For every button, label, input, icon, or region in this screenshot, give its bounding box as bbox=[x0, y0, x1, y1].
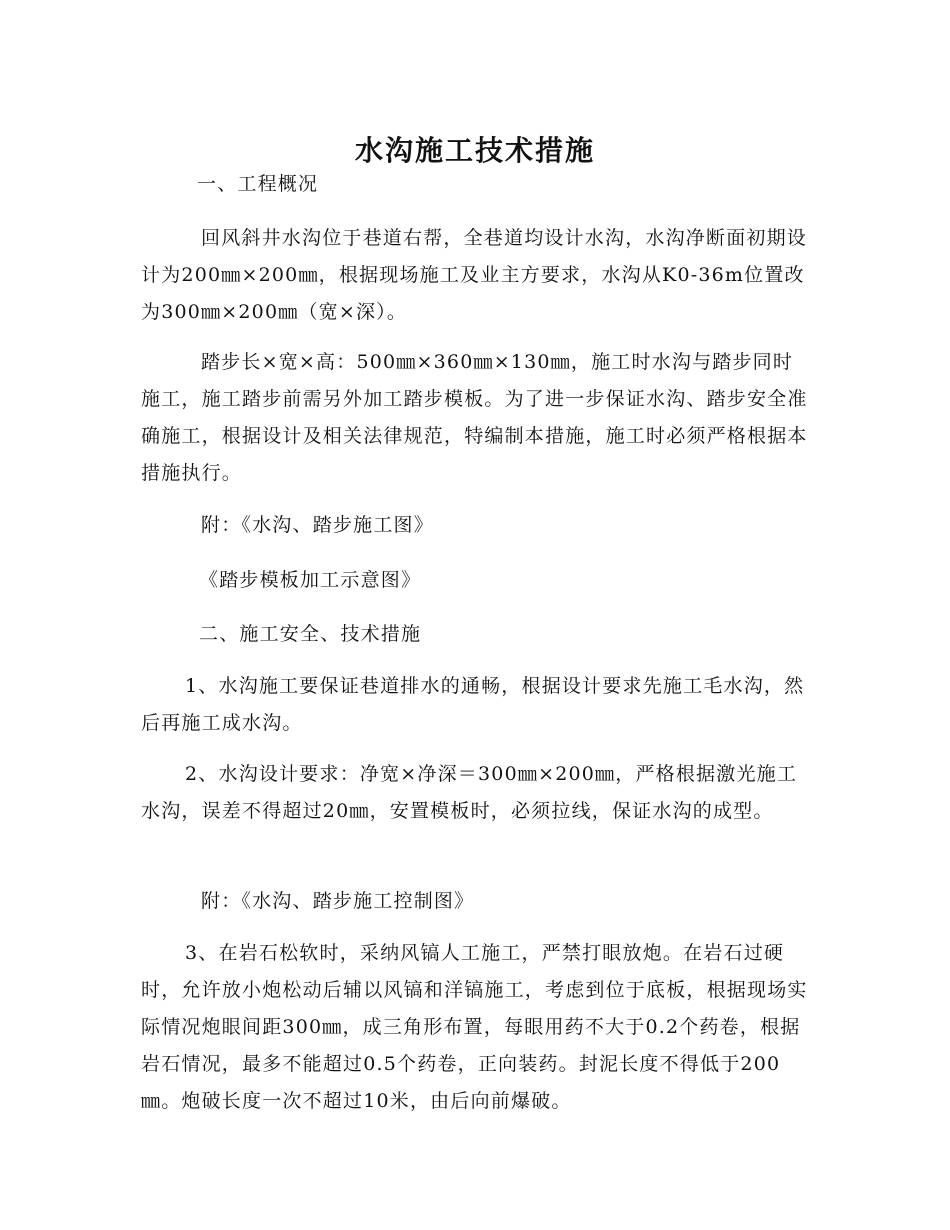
paragraph-measure-1: 1、水沟施工要保证巷道排水的通畅，根据设计要求先施工毛水沟，然后再施工成水沟。 bbox=[141, 675, 805, 734]
paragraph-overview-ditch: 回风斜井水沟位于巷道右帮，全巷道均设计水沟，水沟净断面初期设计为200㎜×200㎜，根据现场施工及业主方要求，水沟从K0-36m位置改为300㎜×200㎜（宽×深）。 bbox=[141, 227, 808, 323]
paragraph-overview-steps: 踏步长×宽×高：500㎜×360㎜×130㎜，施工时水沟与踏步同时施工，施工踏步前需另外加工踏步模板。为了进一步保证水沟、踏步安全准确施工，根据设计及相关法律规范，特编制本措施，施工时必须严格根据本措施执行。 bbox=[141, 351, 808, 484]
document-title: 水沟施工技术措施 bbox=[354, 133, 595, 167]
paragraph-attachment-1: 附：《水沟、踏步施工图》 bbox=[201, 514, 434, 536]
paragraph-measure-2: 2、水沟设计要求：净宽×净深＝300㎜×200㎜，严格根据激光施工水沟，误差不得超过20㎜，安置模板时，必须拉线，保证水沟的成型。 bbox=[141, 763, 798, 822]
paragraph-measure-3: 3、在岩石松软时，采纳风镐人工施工，严禁打眼放炮。在岩石过硬时，允许放小炮松动后辅以风镐和洋镐施工，考虑到位于底板，根据现场实际情况炮眼间距300㎜，成三角形布置，每眼用药不大于0.2个药卷，根据岩石情况，最多不能超过0.5个药卷，正向装药。封泥长度不得低于200㎜。炮破长度一次不超过10米，由后向前爆破。 bbox=[141, 942, 808, 1112]
paragraph-attachment-2: 《踏步模板加工示意图》 bbox=[199, 569, 422, 591]
section-heading-measures: 二、施工安全、技术措施 bbox=[199, 623, 422, 645]
section-heading-overview: 一、工程概况 bbox=[197, 173, 319, 195]
paragraph-attachment-3: 附：《水沟、踏步施工控制图》 bbox=[201, 890, 475, 912]
